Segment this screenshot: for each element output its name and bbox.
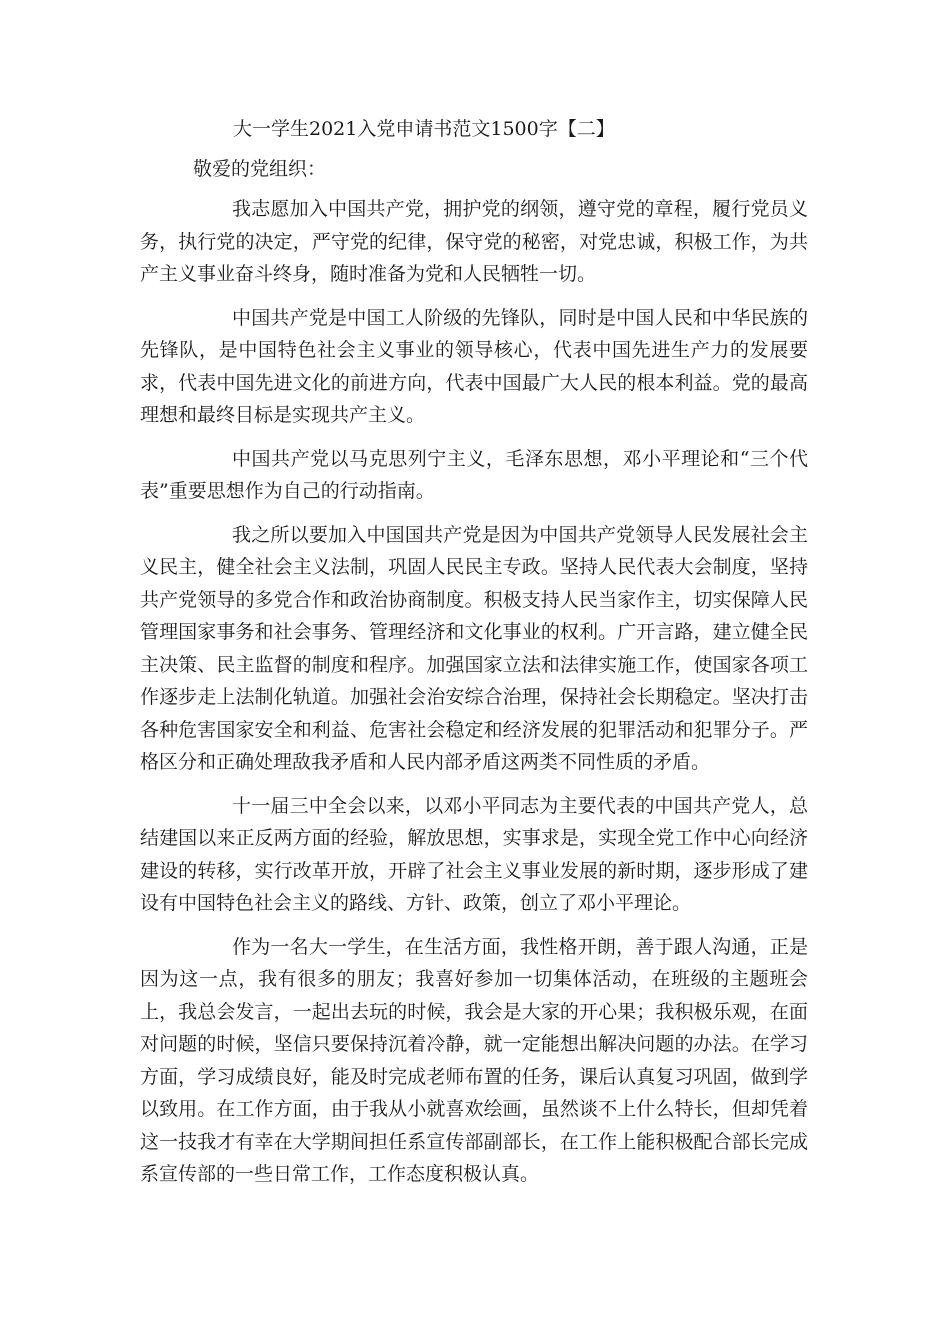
paragraph-party-nature: 中国共产党是中国工人阶级的先锋队，同时是中国人民和中华民族的先锋队，是中国特色社会主义事业的领导核心，代表中国先进生产力的发展要求，代表中国先进文化的前进方向，代表中国最广大人民的根本利益。党的最高理想和最终目标是实现共产主义。 <box>140 306 808 426</box>
salutation: 敬爱的党组织： <box>193 158 327 180</box>
paragraph-reasons-for-joining: 我之所以要加入中国国共产党是因为中国共产党领导人民发展社会主义民主，健全社会主义法制，巩固人民民主专政。坚持人民代表大会制度，坚持共产党领导的多党合作和政治协商制度。积极支持人民当家作主，切实保障人民管理国家事务和社会事务、管理经济和文化事业的权利。广开言路，建立健全民主决策、民主监督的制度和程序。加强国家立法和法律实施工作，使国家各项工作逐步走上法制化轨道。加强社会治安综合治理，保持社会长期稳定。坚决打击各种危害国家安全和利益、危害社会稳定和经济发展的犯罪活动和犯罪分子。严格区分和正确处理敌我矛盾和人民内部矛盾这两类不同性质的矛盾。 <box>140 523 808 773</box>
document-title: 大一学生2021入党申请书范文1500字【二】 <box>233 118 615 140</box>
paragraph-reform-history: 十一届三中全会以来，以邓小平同志为主要代表的中国共产党人，总结建国以来正反两方面的经验，解放思想，实事求是，实现全党工作中心向经济建设的转移，实行改革开放，开辟了社会主义事业发展的新时期，逐步形成了建设有中国特色社会主义的路线、方针、政策，创立了邓小平理论。 <box>140 794 808 914</box>
paragraph-pledge: 我志愿加入中国共产党，拥护党的纲领，遵守党的章程，履行党员义务，执行党的决定，严守党的纪律，保守党的秘密，对党忠诚，积极工作，为共产主义事业奋斗终身，随时准备为党和人民牺牲一切。 <box>140 198 808 285</box>
document-body <box>140 193 808 1202</box>
paragraph-personal-background: 作为一名大一学生，在生活方面，我性格开朗，善于跟人沟通，正是因为这一点，我有很多的朋友；我喜好参加一切集体活动，在班级的主题班会上，我总会发言，一起出去玩的时候，我会是大家的开心果；我积极乐观，在面对问题的时候，坚信只要保持沉着冷静，就一定能想出解决问题的办法。在学习方面，学习成绩良好，能及时完成老师布置的任务，课后认真复习巩固，做到学以致用。在工作方面，由于我从小就喜欢绘画，虽然谈不上什么特长，但却凭着这一技我才有幸在大学期间担任系宣传部副部长，在工作上能积极配合部长完成系宣传部的一些日常工作，工作态度积极认真。 <box>140 935 808 1185</box>
paragraph-guiding-ideology: 中国共产党以马克思列宁主义，毛泽东思想，邓小平理论和“三个代表”重要思想作为自己的行动指南。 <box>140 447 808 502</box>
